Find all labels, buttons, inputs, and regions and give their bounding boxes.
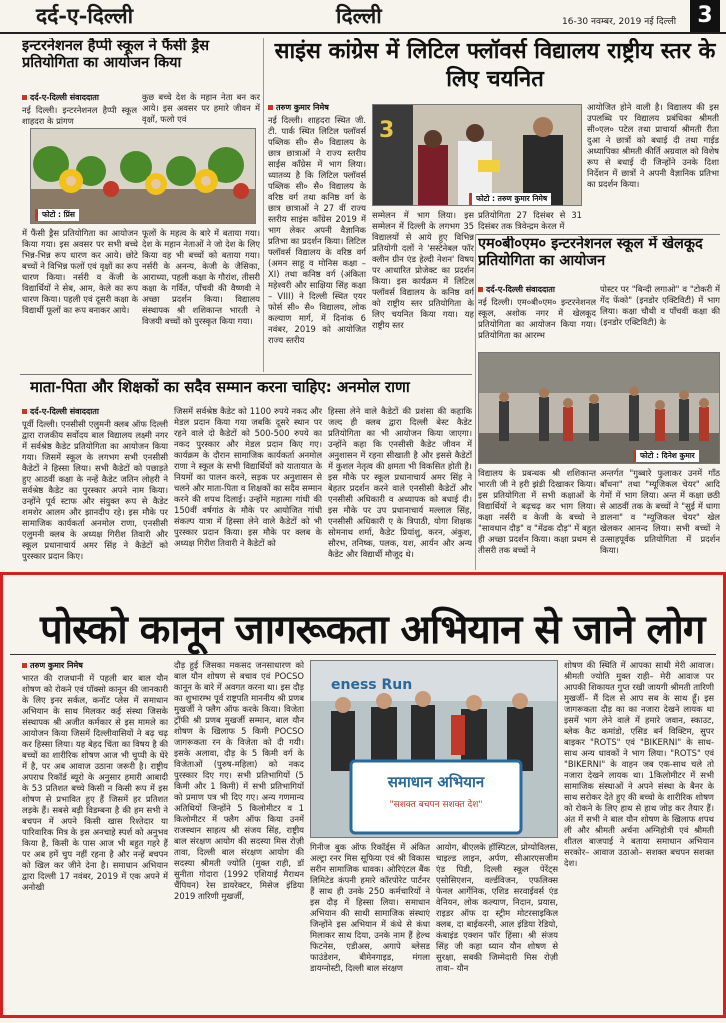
story2-headline: साइंस कांग्रेस में लिटिल फ्लॉवर्स विद्यालय राष्ट्रीय स्तर के लिए चयनित [274,39,716,92]
story5-col1: तरुण कुमार निमेष भारत की राजधानी में पहली बार बाल यौन शोषण को रोकने एवं पॉक्सो कानून की जानकारी के लिए इनर सर्कल, कनॉट प्लेस में समाधान अभियान के साथ मिलकर कई संस्था जिसके संस्थापक श्री अजीत कर्मकार से इस मामले का आयोजन किया जिसमें दिल्लीवासियों ने बढ़ चढ़ कर हिस्सा लिया। यह बेहद चिंता का विषय है की बच्चों का शारीरिक शोषण आज भी चुप्पी के घेरे में है, पर अब आवाज उठाना जरूरी है। राष्ट्रीय अपराध रिकॉर्ड ब्यूरो के अनुसार हमारी आबादी के 53 प्रतिशत बच्चे किसी न किसी रूप में इस शोषण से प्रभावित हुए हैं जिसमें हर प्रतिशत लड़के हैं। सबसे बड़ी विडम्बना है की हम सभी ने बचपन में अपने किसी खास रिश्तेदार या पारिवारिक मित्र के इस अनचाहे स्पर्श को अनुभव किया है, किसी के पास आज भी बहुत गहरे हैं पर अब हमें चुप नहीं रहना है और नन्हें बचपन को खिल कर जीने देना है। समाधान अभियान द्वारा दिल्ली 17 नवंबर, 2019 में एक अपने में अनोखी [22,661,168,892]
banner-title: समाधान अभियान [387,773,485,791]
story4-col3: हिस्सा लेने वाले कैडेटों की प्रशंसा की कहाकि जल्द ही क्लब द्वारा दिल्ली बेस्ट कैडेट प्रतियोगिता का भी आयोजन किया जाएगा। उन्होंने कहा कि एनसीसी कैडेट जीवन में अनुशासन में रहना सीखाती है और इससे कैडेटों में कुशल नेतृत्व की क्षमता भी विकसित होती है। इस मौके पर स्कूल प्रधानाचार्य अमर सिंह ने बेहतर प्रदर्शन करने वाले एनसीसी कैडेटों और एनसीसी अधिकारी व अध्यापक को बधाई दी। इस मौके पर उप प्रधानाचार्य मल्लाल सिंह, एनसीसी अधिकारी ए के त्रिपाठी, योगा शिक्षक सोमनाथ शर्मा, कैडेट प्रियांशु, करन, अंकुश, सौरभ, तनिष्क, पलक, यश, आर्यन और अन्य कैडेट और विद्यार्थी मौजूद थे। [328,406,472,559]
story1-col1: नई दिल्ली। इन्टरनेशनल हैप्पी स्कूल शाहदरा के प्रांगण [22,105,137,126]
story5-col3: गिनीज बुक ऑफ रिकॉर्ड्स में अंकित अल्ट्रा रनर मिस सूफिया एवं श्री विकास सरीन सामाजिक धावक। ओरिएंटल बैंक लिमिटेड कंपनी हमारे कॉरपोरेट पार्टनर हैं साथ ही उनके 250 कर्मचारियों ने इस दौड़ में हिस्सा लिया। समाधान अभियान की साथी सामाजिक संस्थाएं जिन्होंने इस अभियान में कंधे से कंधा मिलाकर साथ दिया, उनके नाम हैं हेल्थ फिटनेस, एडीअस, अगापे ब्लेसड फाउंडेशन, बीमेनगाइड, मंगला डायग्नोस्टी, दिल्ली बाल संरक्षण [310,842,430,973]
story5-headline: पोस्को कानून जागरूकता अभियान से जाने लोग [40,607,705,653]
story3-col2: पोस्टर पर "बिन्दी लगाओ" व "टोकरी में गेंद फेंको" (इनडोर एक्टिविटी) में भाग लिया। कक्षा चौथी व पाँचवीं कक्षा की (इनडोर एक्टिविटी) के [600,284,720,327]
story4-headline: माता-पिता और शिक्षकों का सदैव सम्मान करना चाहिए: अनमोल राणा [30,378,410,396]
awareness-run-photo [311,661,558,838]
story3-photo [478,352,720,464]
story1-photo [30,128,256,224]
story2-col2: सम्मेलन में भाग लिया। इस सम्मेलन में दिल्ली के लगभग 35 विद्यालयों से आये हुए विभिन्न प्रतियोगी दलों ने 'सस्टेनेबल फॉर क्लीन ग्रीन एंड हेल्दी नेशन' विषय पर आधारित प्रोजेक्ट का प्रदर्शन किया। इस कार्यक्रम में लिटिल फ्लॉवर्स विद्यालय के कनिष्ठ वर्ग को राष्ट्रीय स्तर प्रतियोगिता के लिए चयनित किया गया। यह राष्ट्रीय स्तर [372,210,474,330]
story5-col5: शोषण की स्थिति में आपका साथी मेरी आवाज। श्रीमती ज्योति मुक्त राही– मेरी आवाज पर आपकी शिकायत गुप्त रखी जायगी श्रीमती तारिणी मुखर्जी– मैं दिल से आप सब के साथ हूँ। इस जागरूकता दौड़ का का नजारा देखने लायक था इसमें भाग लेने वाले में हमारे जवान, स्काउट, ब्लेक कैट कमांडो, एसिड बर्न विक्टिम, सुपर बाइकर "ROTS" एवं "BIKERNI" के साथ-साथ अन्य धावकों ने भाग लिया। "ROTS" एवं "BIKERNI" के वाहन जब एक-साथ चले तो नजारा देखने लायक था। 1किलोमीटर में सभी सामाजिक संस्थाओं ने अपने संस्था के बैनर के साथ सरोकर देते हुए की बच्चो के शारीरिक शोषण को रोकने के लिए हाथ से हाथ जोड़ कर तैयार हैं। अंत में सभी ने बाल यौन शोषण के खिलाफ शपथ ली और श्रीमती अर्चना अग्निहोत्री एवं श्रीमती शीतल बाजपाई ने बताया समाधान अभियान सरकोर– आवाज उठाओ– सशक्त बचपन सशक्त देश। [564,660,714,868]
story5-col2: दौड़ हुई जिसका मकसद जनसाधारण को बाल यौन शोषण से बचाव एवं POCSO कानून के बारे में अवगत करना था। इस दौड़ का शुभारम्भ पूर्व राष्ट्रपति माननीय श्री प्रणब मुखर्जी ने फ्लैग ऑफ करके किया। विजेता ट्रॉफी श्री प्रणब मुखर्जी सम्मान, बाल यौन शोषण के खिलाफ 5 किमी POCSO जागरूकता रन के विजेता को दी गयी। इसके अलावा, दौड़ के 5 किमी वर्ग के विजेताओं (पुरुष-महिला) को नकद पुरस्कार दिए गए। सभी प्रतिभागियों (5 किमी और 1 किमी) में सभी प्रतिभागियों को प्रमाण पत्र भी दिए गए। अन्य गणमान्य अतिथियों जिन्होंने 5 किलोमीटर व 1 किलोमीटर में फ्लैग ऑफ किया उनमें राजस्थान साहत्य श्री संजय सिंह, राष्ट्रीय बाल संरक्षण आयोग की सदस्या मिस रोज़ी तावा, दिल्ली बाल संरक्षण आयोग की सदस्या श्रीमती ज्योति (मुक्त राही, डॉ सुनीता गोदारा (1992 एशियाई मैराथन चैंपियन) रेस डायरेक्टर, मिसेज इंडिया 2019 तारिणी मुखर्जी, [174,660,304,901]
story4-col2: जिसमें सर्वश्रेष्ठ कैडेट को 1100 रुपये नकद और मेडल प्रदान किया गया जबकि दूसरे स्थान पर रहने वाले दो कैडेटों को 500-500 रुपये का नकद पुरस्कार और मेडल प्रदान किए गए। कार्यक्रम के दौरान सामाजिक कार्यकर्ता अनमोल राणा ने स्कूल के सभी विद्यार्थियों को यातायात के नियमों का पालन करने, सड़क पर अनुशासन से चलने और माता-पिता व शिक्षकों का सदैव सम्मान करने की शपथ दिलाई। उन्होंने महात्मा गांधी की 150वीं वर्षगांठ के मौके पर आयोजित गांधी संकल्प यात्रा में हिस्सा लेने वाले कैडेटों को भी पुरस्कार प्रदान किया। इस मौके पर क्लब के अध्यक्ष गिरीश तिवारी ने कैडेटों को [174,406,322,548]
story2-photo [372,104,582,206]
story5-byline: तरुण कुमार निमेष [30,661,83,670]
story3-col4: अन्तर्गत "गुब्बारे फुलाकर उनमें गाँठ बाँधना" तथा "म्यूजिकल चेयर" आदि गेमों में भाग लिया। अन्त में कक्षा छठी से आठवीं तक के बच्चों ने "सुई में धागा डालना" व "म्यूजिकल चेयर" खेल खेलकर आनन्द लिया। सभी बच्चों ने उत्साहपूर्वक प्रतियोगिता में प्रदर्शन किया। [600,468,720,555]
story2-col3: प्रतियोगिता 27 दिसंबर से 31 दिसंबर तक त्रिवेन्द्रम केरल में [478,210,582,231]
story1-body-right: फूलों के महत्व के बारे में बताया गया। देश के महान नेताओं ने जो देश के लिए किया वह भी बच्चों को बताया गया। नर्सरी के अनन्य, केजी के जैसिका, आराध्या, पहली कक्षा के गौरांश, तीसरी कक्षा के गर्वित, पाँचवी की वैष्णवी ने अच्छा प्रदर्शन किया। विद्यालय संस्थापक श्री शशिकान्त भारती ने विजयी बच्चों को पुरस्कृत किया गया। [142,228,260,326]
masthead-title: दर्द-ए-दिल्ली [36,3,134,28]
story5-col4: आयोग, बीएलके हॉस्पिटल, प्रोग्योविलस, चाइल्ड लाइन, अर्पण, सीआरएसजीम एंड पिडी, दिल्ली स्कूल पेरेंट्स एसोसिएशन, वर्ल्डविजन, एफलिक्स फेनल आर्गेनिक, एशिड सरवाईवर्स एंड वेनियन, लोक कल्याण, निदान, प्रयास, राइडर ऑफ दा स्ट्रीम मोटरसाइकिल क्लब, दा बाईकरनी, आल इंडिया रेडियो, कंबाइंड एक्शन फॉर हिंसा। श्री संजय सिंह जी कहा ध्यान यौन शोषण से सुरक्षा, सबकी जिम्मेदारी मिस रोज़ी तावा– यौन [436,842,558,973]
story3-headline: एम०बी०एम० इन्टरनेशनल स्कूल में खेलकूद प्रतियोगिता का आयोजन [478,236,703,270]
masthead-date: 16-30 नवम्बर, 2019 नई दिल्ली [562,17,677,27]
photo-banner-top: eness Run [331,677,413,693]
story1-headline: इन्टरनेशनल हैप्पी स्कूल ने फैंसी ड्रैस प्रतियोगिता का आयोजन किया [22,38,210,72]
story4-byline: दर्द-ए-दिल्ली संवाददाता [30,407,99,416]
story3-byline: दर्द-ए-दिल्ली संवाददाता [486,285,555,294]
story2-col4: आयोजित होने वाली है। विद्यालय की इस उपलब्धि पर विद्यालय प्रबंधिका श्रीमती सी०एल० पटेल तथा प्राचार्या श्रीमती रीता दुआ ने छात्रों को बधाई दी तथा गाईड अध्यापिका श्रीमती कीर्ति अग्रवाल को विशेष रूप से बधाई दी जिन्होंने उनके दिशा निर्देशन में छात्रों ने अपनी वैज्ञानिक प्रतिभा का प्रदर्शन किया। [587,102,719,189]
story2-caption: फोटो : तरुण कुमार निमेष [469,193,551,205]
sports-event-photo [479,353,720,464]
story3-caption: फोटो : दिनेश कुमार [633,450,699,462]
story1-intro-left [22,92,137,127]
story3-col3: विद्यालय के प्रबन्धक श्री शशिकान्त भारती जी ने हरी झंडी दिखाकर किया। इस प्रतियोगिता में सभी कक्षाओं के विद्यार्थियों ने बढ़चढ़ कर भाग लिया। कक्षा नर्सरी व केजी के बच्चो ने "सावधान दौड़" व "मेंढक दौड़" में बहुत ही अच्छा प्रदर्शन किया। कक्षा प्रथम से तीसरी तक बच्चों ने [478,468,596,555]
banner-subtitle: "सशक्त बचपन सशक्त देश" [389,800,483,810]
story1-byline: दर्द-ए-दिल्ली संवाददाता [30,93,99,102]
svg-text:3: 3 [379,118,395,143]
story5-photo [310,660,558,838]
masthead [0,0,726,34]
story1-col2: कुछ बच्चे देश के महान नेता बन कर आये। इस अवसर पर हमारे जीवन में वृक्षों, फलो एवं [142,92,260,124]
page-number: 3 [690,0,720,32]
story1-caption: फोटो : प्रिंस [35,209,79,221]
story4-col1: दर्द-ए-दिल्ली संवाददाता पूर्वी दिल्ली। एनसीसी एलुमनी क्लब ऑफ दिल्ली द्वारा राजकीय सर्वोदय बाल विद्यालय लक्ष्मी नगर में सर्वश्रेष्ठ कैडेट प्रतियोगिता का आयोजन किया गया। जिसमें स्कूल के लगभग सभी एनसीसी कैडेटों ने हिस्सा लिया। सभी कैडेटों को पछाड़ते हुए आठवीं कक्षा के नन्हें कैडेट जतिन लोहरी ने सर्वश्रेष्ठ कैडेट का पुरस्कार अपने नाम किया। उन्होंने पूर्व स्टाफ और संयुक्त रूप से कैडेट शमशेर आलम और झानदीप रहे। इस मौके पर सामाजिक कार्यकर्ता अनमोल राणा, एनसीसी एलुमनी क्लब के अध्यक्ष गिरीश तिवारी और स्कूल प्रधानाचार्य अमर सिंह ने कैडेटों को पुरस्कार प्रदान किए। [22,407,168,561]
story1-body-left: में फैंसी ड्रैस प्रतियोगिता का आयोजन किया गया। इस अवसर पर सभी बच्चे भिन्न-भिन्न रूप धारण कर आये। छोटे बच्चों ने विभिन्न फलों एवं वृक्षों का रूप धारण किया। नर्सरी व केंजी के विद्यार्थियों ने सेब, आम, केले का रूप धारण किया। पहली एवं दूसरी कक्षा के विद्यार्थी फूलों का रूप बनाकर आये। [22,228,138,315]
story3-col1: दर्द-ए-दिल्ली संवाददाता नई दिल्ली। एम०बी०एम० इन्टरनेशनल स्कूल, अशोक नगर में खेलकूद प्रतियोगिता का आयोजन किया गया। प्रतियोगिता का आरम्भ [478,285,596,340]
story2-byline: तरुण कुमार निमेष [276,103,329,112]
story2-col1: तरुण कुमार निमेष नई दिल्ली। शाहदरा स्थित जी. टी. पार्क स्थित लिटिल फ्लॉवर्स पब्लिक सी० सै० विद्यालय के छात्र छात्राओं ने राज्य स्तरीय साईस कॉंग्रेस में भाग लिया। ध्यातव्य है कि लिटिल फ्लॉवर्स पब्लिक सी० सै० विद्यालय के वरिष्ठ वर्ग तथा कनिष्ठ वर्ग के छात्र छात्राओं ने 27 वीं राज्य स्तरीय साइंस कॉंग्रेस 2019 में भाग लेकर अपनी वैज्ञानिक प्रतिभा का प्रदर्शन किया। लिटिल फ्लॉवर्स विद्यालय के वरिष्ठ वर्ग (अमन साहू व मोनिस कक्षा – XI) तथा कनिष्ठ वर्ग (अंकिता महेश्वरी और साक्षिया सिंह कक्षा – VIII) ने दिल्ली स्थित एयर फोर्स सी० सै० विद्यालय, लोक कल्याण मार्ग, में दिनांक 6 नवंबर, 2019 को आयोजित राज्य स्तरीय [268,103,366,345]
story1-intro-right [142,92,260,130]
science-congress-photo [373,105,582,206]
masthead-city: दिल्ली [336,3,382,28]
